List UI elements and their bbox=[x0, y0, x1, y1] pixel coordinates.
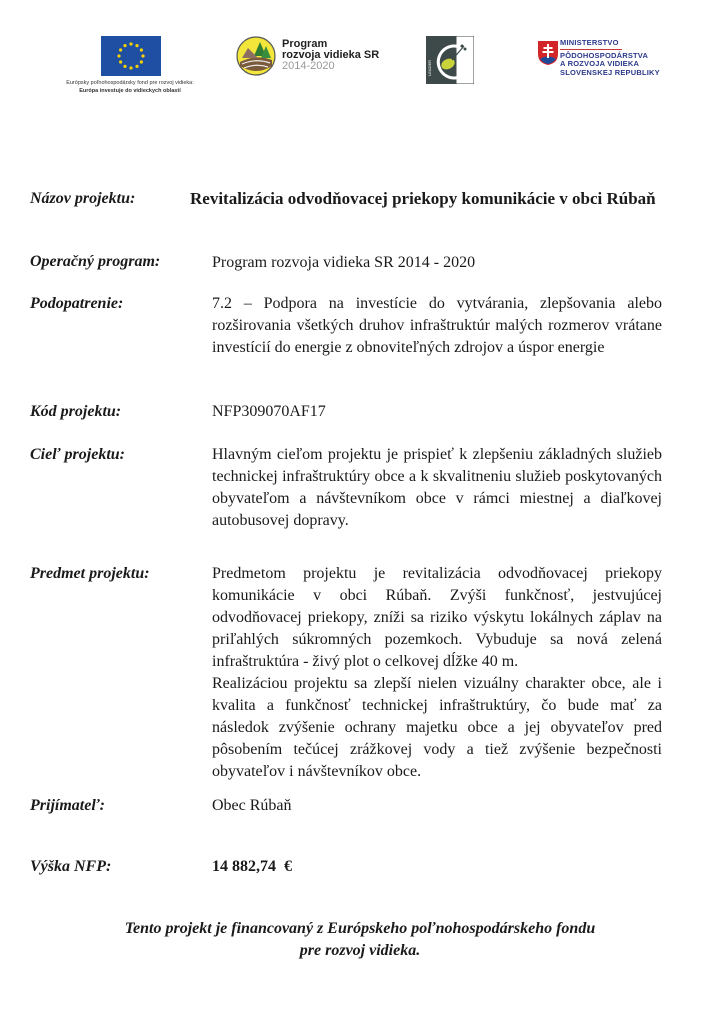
eu-star bbox=[119, 48, 122, 51]
recipient-value: Obec Rúbaň bbox=[212, 797, 292, 814]
eu-star bbox=[135, 44, 138, 47]
operational-program-value: Program rozvoja vidieka SR 2014 - 2020 bbox=[212, 254, 476, 271]
eu-star bbox=[123, 44, 126, 47]
ministry-line2: PÔDOHOSPODÁRSTVA bbox=[560, 50, 649, 60]
funding-statement-line1: Tento projekt je financovaný z Európskeho poľnohospodárskeho fondu bbox=[124, 920, 596, 937]
prv-line3: 2014-2020 bbox=[282, 60, 335, 72]
eu-star bbox=[117, 54, 120, 57]
project-subject-label: Predmet projektu: bbox=[30, 565, 150, 582]
program-rozvoja-vidieka-logo-icon bbox=[236, 36, 276, 76]
eu-star bbox=[129, 66, 132, 69]
grant-amount-label: Výška NFP: bbox=[30, 858, 112, 875]
leader-logo-icon bbox=[426, 36, 474, 84]
project-goal-value: Hlavným cieľom projektu je prispieť k zlepšeniu základných služieb technickej infraštruktúry obce a k skvalitneniu služieb poskytovaných obyvateľom a návštevníkom obce v rámci miestnej a diaľkovej autobusovej dopravy. bbox=[212, 446, 662, 529]
eu-star bbox=[129, 42, 132, 45]
eu-star bbox=[141, 54, 144, 57]
eu-star bbox=[140, 60, 143, 63]
eu-star bbox=[140, 48, 143, 51]
leader-text: LEADER bbox=[427, 59, 432, 76]
slovak-coat-of-arms-icon bbox=[537, 40, 559, 66]
project-name-label: Názov projektu: bbox=[30, 190, 136, 207]
submeasure-label: Podopatrenie: bbox=[30, 295, 124, 312]
operational-program-label: Operačný program: bbox=[30, 253, 161, 270]
eu-caption bbox=[40, 79, 220, 95]
ministry-name bbox=[560, 39, 660, 77]
eu-star bbox=[123, 65, 126, 68]
project-code-value: NFP309070AF17 bbox=[212, 403, 326, 420]
project-subject-paragraph1: Predmetom projektu je revitalizácia odvodňovacej priekopy komunikácie v obci Rúbaň. Zvýši funkčnosť, jestvujúcej odvodňovacej priekopy, zníži sa riziko výskytu lokálnych záplav na priľahlých súkromných pozemkoch. Vybuduje sa nová zelená infraštruktúra - živý plot o celkovej dĺžke 40 m. bbox=[212, 565, 662, 670]
eu-caption-line1: Európsky poľnohospodársky fond pre rozvoj vidieka: bbox=[66, 80, 194, 86]
eu-star bbox=[135, 65, 138, 68]
ministry-line3: A ROZVOJA VIDIEKA bbox=[560, 59, 640, 68]
program-rozvoja-vidieka-text bbox=[282, 39, 379, 72]
eu-caption-line2: Európa investuje do vidieckych oblastí bbox=[79, 88, 181, 94]
project-code-label: Kód projektu: bbox=[30, 403, 122, 420]
project-goal-label: Cieľ projektu: bbox=[30, 446, 125, 463]
prv-line2: rozvoja vidieka SR bbox=[282, 49, 380, 61]
project-subject-paragraph2: Realizáciou projektu sa zlepší nielen vizuálny charakter obce, ale i kvalita a funkčnosť technickej infraštruktúry, čo bude mať za následok zvýšenie ochrany majetku obce a jej obyvateľov pred pôsobením tečúcej zrážkovej vody a tiež zvýšenie bezpečnosti obyvateľov i návštevníkov obce. bbox=[212, 675, 662, 780]
project-name-value: Revitalizácia odvodňovacej priekopy komunikácie v obci Rúbaň bbox=[190, 189, 656, 208]
funding-statement bbox=[60, 918, 660, 962]
eu-stars bbox=[101, 36, 161, 76]
grant-amount-value: 14 882,74 € bbox=[212, 858, 292, 875]
project-subject-value bbox=[212, 563, 662, 783]
eu-star bbox=[119, 60, 122, 63]
ministry-line1: MINISTERSTVO bbox=[560, 39, 622, 50]
prv-line1: Program bbox=[282, 38, 328, 50]
ministry-line4: SLOVENSKEJ REPUBLIKY bbox=[560, 67, 660, 77]
submeasure-value: 7.2 – Podpora na investície do vytvárania, zlepšovania alebo rozširovania všetkých druhov infraštruktúr malých rozmerov vrátane investícií do energie z obnoviteľných zdrojov a úspor energie bbox=[212, 295, 662, 356]
eu-flag-icon bbox=[101, 36, 161, 76]
funding-statement-line2: pre rozvoj vidieka. bbox=[299, 942, 421, 959]
recipient-label: Prijímateľ: bbox=[30, 797, 105, 814]
